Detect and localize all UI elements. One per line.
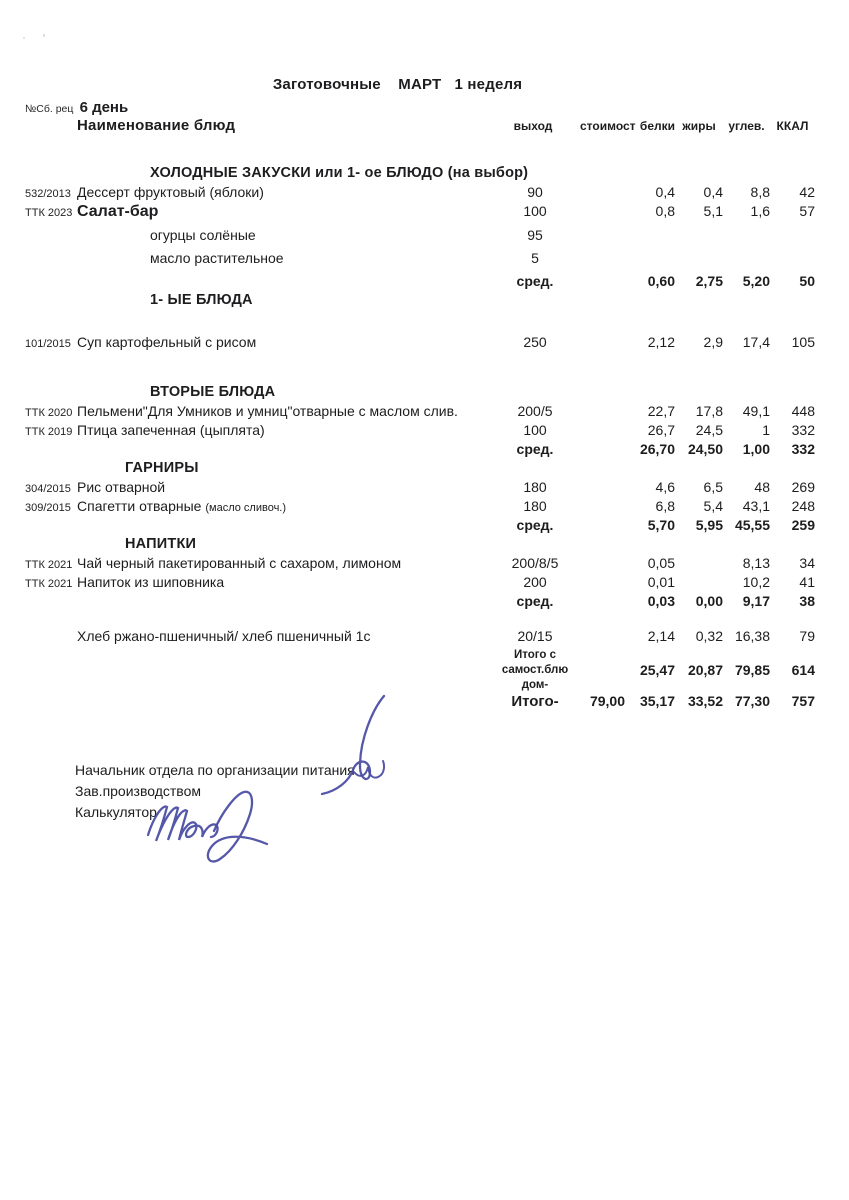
dish-name-text: Суп картофельный с рисом — [77, 334, 257, 350]
protein-value: 0,8 — [655, 203, 675, 219]
portion-value: 180 — [523, 479, 547, 495]
carb-value: 77,30 — [734, 693, 770, 709]
dish-name-text: Напиток из шиповника — [77, 574, 225, 590]
dish-name-text: Спагетти отварные — [77, 498, 202, 514]
signature-block — [75, 760, 849, 823]
protein-value: 26,70 — [639, 441, 675, 457]
table-row — [0, 165, 849, 184]
dish-name-note: (масло сливоч.) — [205, 502, 287, 514]
dish-name-text: Дессерт фруктовый (яблоки) — [77, 184, 264, 200]
dish-name-text: Чай черный пакетированный с сахаром, лимоном — [77, 555, 402, 571]
table-row — [0, 292, 849, 311]
average-label: сред. — [516, 517, 554, 533]
protein-value: 2,12 — [647, 334, 675, 350]
kcal-value: 79 — [799, 628, 815, 644]
portion-value: 20/15 — [517, 628, 553, 644]
signatory-head-of-catering: Начальник отдела по организации питания — [75, 762, 355, 778]
kcal-value: 50 — [799, 273, 815, 289]
subtotal-label-line: самост.блю — [501, 663, 569, 676]
subtotal-label-line: Итого с — [513, 648, 557, 661]
protein-value: 4,6 — [655, 479, 675, 495]
dish-name-text: Пельмени"Для Умников и умниц"отварные с маслом слив. — [77, 403, 458, 419]
scan-speck — [43, 34, 45, 37]
recipe-ref-line — [25, 99, 849, 117]
fat-value: 20,87 — [687, 662, 723, 678]
protein-value: 26,7 — [647, 422, 675, 438]
table-row — [0, 574, 849, 593]
kcal-value: 259 — [791, 517, 815, 533]
day-number: 6 день — [79, 99, 129, 116]
collection-ref-label: №Сб. рец — [25, 103, 74, 115]
column-header-fat: жиры — [682, 119, 716, 133]
carb-value: 49,1 — [742, 403, 770, 419]
kcal-value: 57 — [799, 203, 815, 219]
dish-code: ТТК 2021 — [25, 559, 73, 571]
dish-name-text: масло растительное — [150, 250, 284, 266]
protein-value: 0,4 — [655, 184, 675, 200]
table-header-row — [0, 117, 849, 139]
fat-value: 5,4 — [703, 498, 723, 514]
carb-value: 43,1 — [742, 498, 770, 514]
table-row — [0, 250, 849, 273]
dish-code: ТТК 2023 — [25, 207, 73, 219]
table-row — [0, 693, 849, 713]
dish-name-text: Рис отварной — [77, 479, 166, 495]
scan-speck — [23, 37, 25, 39]
dish-code: 309/2015 — [25, 502, 71, 514]
carb-value: 45,55 — [734, 517, 770, 533]
fat-value: 24,5 — [695, 422, 723, 438]
table-row — [0, 593, 849, 612]
kcal-value: 269 — [791, 479, 815, 495]
section-heading: ГАРНИРЫ — [125, 460, 199, 476]
carb-value: 1,00 — [742, 441, 770, 457]
kcal-value: 38 — [799, 593, 815, 609]
protein-value: 0,01 — [647, 574, 675, 590]
protein-value: 2,14 — [647, 628, 675, 644]
table-row — [0, 460, 849, 479]
fat-value: 2,75 — [695, 273, 723, 289]
kcal-value: 41 — [799, 574, 815, 590]
fat-value: 0,32 — [695, 628, 723, 644]
section-heading: НАПИТКИ — [125, 536, 197, 552]
dish-name — [77, 555, 490, 571]
table-row — [0, 536, 849, 555]
carb-value: 8,8 — [750, 184, 770, 200]
carb-value: 1 — [762, 422, 770, 438]
carb-value: 5,20 — [742, 273, 770, 289]
kcal-value: 757 — [791, 693, 815, 709]
table-row — [0, 422, 849, 441]
carb-value: 48 — [754, 479, 770, 495]
protein-value: 0,03 — [647, 593, 675, 609]
table-row — [0, 227, 849, 250]
page-title: Заготовочные МАРТ 1 неделя — [272, 76, 523, 93]
carb-value: 16,38 — [734, 628, 770, 644]
table-row — [0, 203, 849, 227]
carb-value: 17,4 — [742, 334, 770, 350]
dish-name — [77, 250, 490, 266]
portion-value: 200 — [523, 574, 547, 590]
protein-value: 0,05 — [647, 555, 675, 571]
portion-value: 180 — [523, 498, 547, 514]
portion-value: 95 — [527, 227, 543, 243]
cost-value: 79,00 — [589, 693, 625, 709]
carb-value: 79,85 — [734, 662, 770, 678]
fat-value: 2,9 — [703, 334, 723, 350]
dish-name — [77, 203, 490, 221]
kcal-value: 614 — [791, 662, 815, 678]
portion-value: 100 — [523, 422, 547, 438]
dish-code: ТТК 2019 — [25, 426, 73, 438]
average-label: сред. — [516, 441, 554, 457]
carb-value: 9,17 — [742, 593, 770, 609]
subtotal-label-line: дом- — [521, 678, 549, 691]
signatory-calculator: Калькулятор — [75, 804, 157, 820]
kcal-value: 105 — [791, 334, 815, 350]
protein-value: 22,7 — [647, 403, 675, 419]
protein-value: 5,70 — [647, 517, 675, 533]
column-header-carb: углев. — [728, 119, 765, 133]
carb-value: 8,13 — [742, 555, 770, 571]
dish-name — [77, 574, 490, 590]
section-heading: ХОЛОДНЫЕ ЗАКУСКИ или 1- ое БЛЮДО (на выбор) — [150, 165, 529, 181]
fat-value: 24,50 — [687, 441, 723, 457]
table-row — [0, 273, 849, 292]
column-header-prot: белки — [639, 119, 675, 133]
carb-value: 10,2 — [742, 574, 770, 590]
table-row — [0, 334, 849, 353]
table-spacer-row — [0, 353, 849, 384]
table-row — [0, 184, 849, 203]
kcal-value: 332 — [791, 422, 815, 438]
dish-name — [77, 227, 490, 243]
column-header-kcal: ККАЛ — [776, 119, 809, 133]
kcal-value: 448 — [791, 403, 815, 419]
fat-value: 0,00 — [695, 593, 723, 609]
average-label: сред. — [516, 593, 554, 609]
fat-value: 17,8 — [695, 403, 723, 419]
portion-value: 200/5 — [517, 403, 553, 419]
dish-name-text: огурцы солёные — [150, 227, 256, 243]
subtotal-label — [490, 648, 580, 693]
table-spacer-row — [0, 612, 849, 628]
carb-value: 1,6 — [750, 203, 770, 219]
column-header-out: выход — [513, 119, 553, 133]
protein-value: 6,8 — [655, 498, 675, 514]
portion-value: 5 — [531, 250, 539, 266]
portion-value: 250 — [523, 334, 547, 350]
table-row — [0, 403, 849, 422]
table-row — [0, 555, 849, 574]
kcal-value: 332 — [791, 441, 815, 457]
table-row — [0, 479, 849, 498]
dish-name — [77, 498, 490, 514]
fat-value: 5,1 — [703, 203, 723, 219]
table-row — [0, 384, 849, 403]
table-row — [0, 647, 849, 693]
average-label: сред. — [516, 273, 554, 289]
portion-value: 90 — [527, 184, 543, 200]
dish-name-text: Салат-бар — [77, 203, 159, 220]
table-spacer-row — [0, 311, 849, 334]
dish-name — [77, 334, 490, 350]
name-column-header: Наименование блюд — [77, 117, 236, 134]
table-row — [0, 498, 849, 517]
column-header-cost: стоимост — [580, 119, 636, 133]
protein-value: 0,60 — [647, 273, 675, 289]
section-heading: ВТОРЫЕ БЛЮДА — [150, 384, 276, 400]
total-label: Итого- — [511, 693, 559, 710]
table-row — [0, 628, 849, 647]
portion-value: 100 — [523, 203, 547, 219]
dish-code: ТТК 2021 — [25, 578, 73, 590]
dish-name — [77, 184, 490, 200]
menu-table — [0, 117, 849, 713]
kcal-value: 42 — [799, 184, 815, 200]
table-row — [0, 441, 849, 460]
dish-name — [77, 628, 490, 644]
dish-name — [77, 422, 490, 438]
protein-value: 35,17 — [639, 693, 675, 709]
protein-value: 25,47 — [639, 662, 675, 678]
kcal-value: 248 — [791, 498, 815, 514]
dish-code: ТТК 2020 — [25, 407, 73, 419]
dish-code: 304/2015 — [25, 483, 71, 495]
portion-value: 200/8/5 — [511, 555, 559, 571]
dish-name-text: Хлеб ржано-пшеничный/ хлеб пшеничный 1с — [77, 628, 371, 644]
kcal-value: 34 — [799, 555, 815, 571]
dish-code: 101/2015 — [25, 338, 71, 350]
section-heading: 1- ЫЕ БЛЮДА — [150, 292, 253, 308]
dish-name-text: Птица запеченная (цыплята) — [77, 422, 265, 438]
fat-value: 5,95 — [695, 517, 723, 533]
table-row — [0, 517, 849, 536]
fat-value: 33,52 — [687, 693, 723, 709]
dish-name — [77, 403, 490, 419]
signatory-production-manager: Зав.производством — [75, 783, 201, 799]
dish-code: 532/2013 — [25, 188, 71, 200]
dish-name — [77, 479, 490, 495]
fat-value: 6,5 — [703, 479, 723, 495]
fat-value: 0,4 — [703, 184, 723, 200]
